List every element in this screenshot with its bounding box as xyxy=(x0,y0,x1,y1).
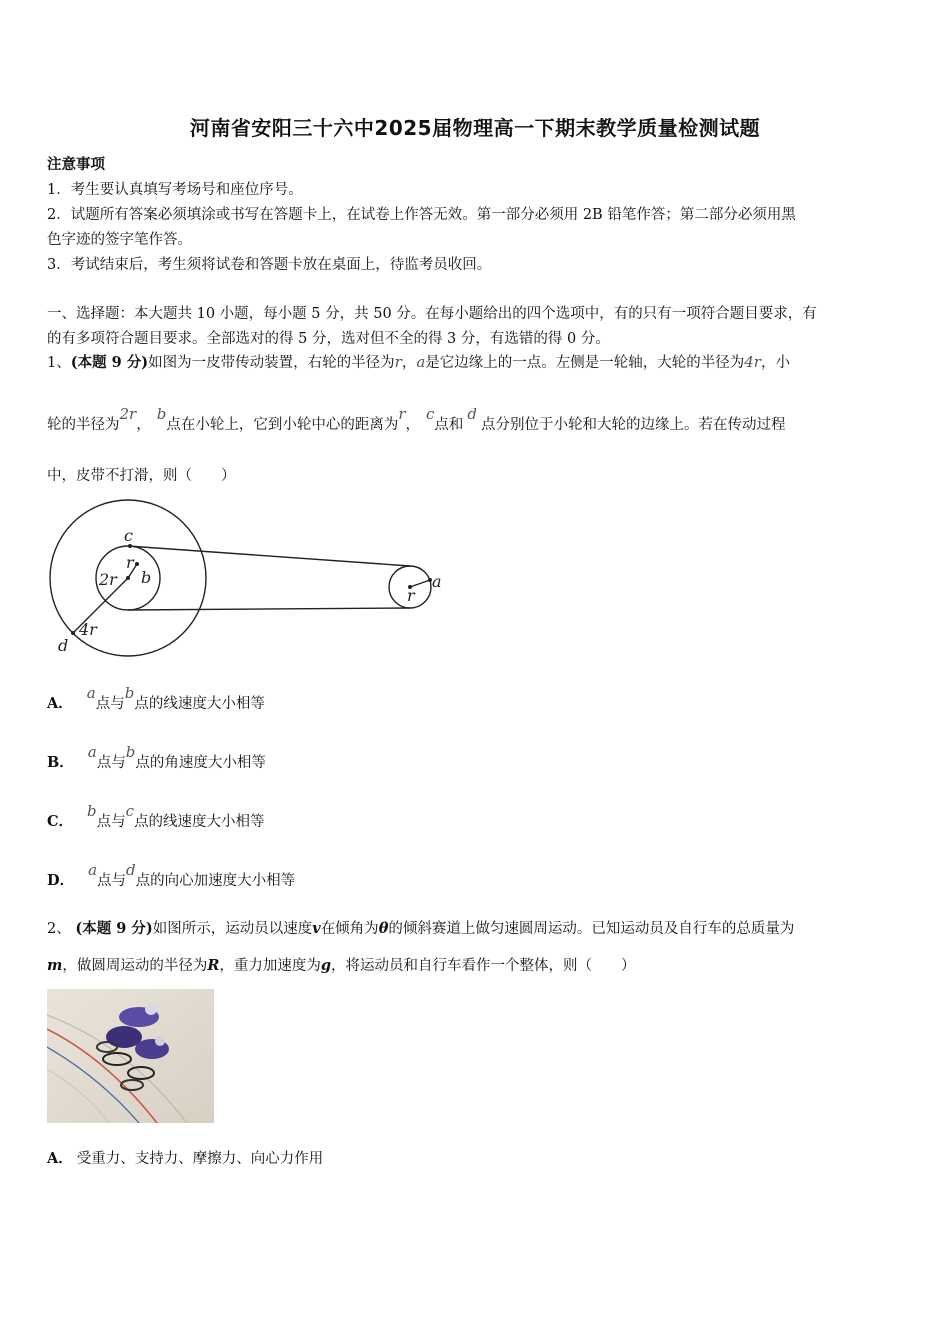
q1-text: 轮的半径为 xyxy=(47,417,120,433)
q2-line-1 xyxy=(47,917,905,938)
option-text: 点与 xyxy=(95,696,125,712)
label-4r: 4r xyxy=(79,620,97,639)
option-text: 点的角速度大小相等 xyxy=(135,755,266,771)
q1-text: 是它边缘上的一点。左侧是一轮轴，大轮的半径为 xyxy=(425,355,745,371)
label-2r: 2r xyxy=(99,570,117,589)
option-var: a xyxy=(88,861,98,879)
belt-drive-diagram xyxy=(44,495,454,660)
q1-text: 如图为一皮带传动装置，右轮的半径为 xyxy=(148,355,395,371)
var-2r: 2r xyxy=(119,405,137,423)
option-text: 点与 xyxy=(97,873,127,889)
q2-text: 在倾角为 xyxy=(320,921,379,937)
option-var: c xyxy=(125,802,135,820)
var-m: m xyxy=(47,957,63,974)
option-text: 点的向心加速度大小相等 xyxy=(135,873,296,889)
q1-line-1 xyxy=(47,351,905,372)
label-r-right: r xyxy=(407,586,415,605)
option-text: 点的线速度大小相等 xyxy=(134,696,265,712)
label-c: c xyxy=(124,526,133,545)
var-theta: θ xyxy=(378,920,389,937)
notice-item-1: 1．考生要认真填写考场号和座位序号。 xyxy=(47,182,303,198)
option-var: a xyxy=(86,684,96,702)
center-dot xyxy=(126,576,130,580)
var-c: c xyxy=(426,405,435,423)
var-R: R xyxy=(207,957,220,974)
var-r: r xyxy=(398,405,406,423)
q1-text: ，小 xyxy=(760,355,790,371)
q2-text: ，做圆周运动的半径为 xyxy=(62,958,208,974)
q2-text: 如图所示，运动员以速度 xyxy=(152,921,313,937)
option-text: 点与 xyxy=(96,755,126,771)
q1-sep: ， xyxy=(405,417,420,433)
q2-option-a xyxy=(47,1147,323,1168)
label-d: d xyxy=(58,636,69,655)
q1-option-b xyxy=(47,743,266,772)
label-b: b xyxy=(141,568,152,587)
notice-heading: 注意事项 xyxy=(47,156,105,173)
var-g: g xyxy=(320,957,332,974)
q1-text: 点在小轮上，它到小轮中心的距离为 xyxy=(166,417,399,433)
section-intro-line-2: 的有多项符合题目要求。全部选对的得 5 分，选对但不全的得 3 分，有选错的得 0 分。 xyxy=(47,331,610,347)
var-a: a xyxy=(416,353,426,371)
belt-lower xyxy=(128,608,410,610)
q1-option-c xyxy=(47,802,265,831)
q1-text: 点分别位于小轮和大轮的边缘上。若在传动过程 xyxy=(481,417,786,433)
q2-number: 2、 xyxy=(47,921,71,937)
var-r: r xyxy=(394,353,402,371)
label-a: a xyxy=(432,572,442,591)
q2-text: ，将运动员和自行车看作一个整体，则（ ） xyxy=(331,958,636,974)
q1-text: 点和 xyxy=(434,417,464,433)
q1-sep: ， xyxy=(401,355,417,371)
option-letter: B． xyxy=(47,754,74,771)
q1-number: 1、 xyxy=(47,355,71,371)
label-r-small: r xyxy=(126,553,134,572)
var-4r: 4r xyxy=(744,353,761,371)
option-var: b xyxy=(125,743,136,761)
q1-line-2 xyxy=(47,405,905,434)
q2-score-tag: (本题 9 分) xyxy=(75,920,153,937)
option-text: 点与 xyxy=(96,814,126,830)
q1-sep: ， xyxy=(136,417,151,433)
q2-line-2 xyxy=(47,954,636,975)
option-var: d xyxy=(126,861,136,879)
point-b-dot xyxy=(135,562,139,566)
option-letter: C． xyxy=(47,813,74,830)
option-var: b xyxy=(87,802,97,820)
page-title: 河南省安阳三十六中2025届物理高一下期末教学质量检测试题 xyxy=(189,116,761,140)
notice-item-3: 3．考试结束后，考生须将试卷和答题卡放在桌面上，待监考员收回。 xyxy=(47,257,492,273)
q2-text: 的倾斜赛道上做匀速圆周运动。已知运动员及自行车的总质量为 xyxy=(388,921,795,937)
q2-text: ，重力加速度为 xyxy=(219,958,321,974)
notice-item-2: 2．试题所有答案必须填涂或书写在答题卡上，在试卷上作答无效。第一部分必须用 2B 铅笔作答；第二部分必须用黑 xyxy=(47,207,796,223)
cyclist-photo xyxy=(47,989,214,1123)
q1-option-d xyxy=(47,861,296,890)
q1-line-3: 中，皮带不打滑，则（ ） xyxy=(47,468,236,484)
point-d-dot xyxy=(71,631,75,635)
var-d: d xyxy=(467,405,478,423)
option-text: 受重力、支持力、摩擦力、向心力作用 xyxy=(76,1151,324,1167)
var-b: b xyxy=(156,405,167,423)
belt-upper xyxy=(128,546,410,566)
option-letter: A． xyxy=(47,695,73,712)
option-letter: A． xyxy=(47,1150,73,1167)
var-v: v xyxy=(312,920,321,937)
option-text: 点的线速度大小相等 xyxy=(134,814,265,830)
q1-score-tag: (本题 9 分) xyxy=(70,354,149,371)
notice-item-2-cont: 色字迹的签字笔作答。 xyxy=(47,232,192,248)
q1-option-a xyxy=(47,684,265,713)
section-intro-line-1: 一、选择题：本大题共 10 小题，每小题 5 分，共 50 分。在每小题给出的四个选项中，有的只有一项符合题目要求，有 xyxy=(47,306,817,322)
option-var: b xyxy=(124,684,135,702)
option-letter: D． xyxy=(47,872,75,889)
option-var: a xyxy=(87,743,97,761)
